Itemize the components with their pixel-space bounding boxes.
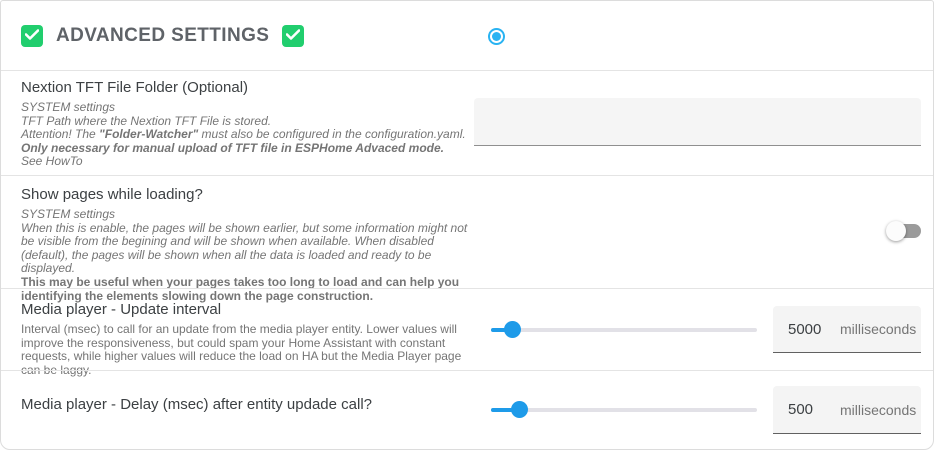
- section-show-pages: [1, 175, 933, 303]
- desc-line: Attention! The "Folder-Watcher" must also be configured in the configuration.yaml.: [21, 127, 466, 142]
- slider-track: [491, 328, 757, 332]
- unit-label: milliseconds: [840, 321, 917, 337]
- delay-value-box: [773, 386, 921, 434]
- selected-radio-button[interactable]: [488, 28, 505, 45]
- advanced-settings-checkbox-left[interactable]: [21, 25, 43, 47]
- update-interval-value-input[interactable]: [788, 321, 840, 338]
- unit-label: milliseconds: [840, 401, 917, 418]
- checkmark-icon: [25, 27, 39, 45]
- delay-slider[interactable]: [474, 371, 773, 448]
- section-text: [21, 396, 473, 413]
- setting-description: [21, 101, 481, 169]
- section-text: [21, 301, 466, 377]
- section-update-interval: [1, 288, 933, 377]
- delay-value-input[interactable]: [788, 401, 840, 418]
- section-delay: [1, 370, 933, 448]
- see-howto-link[interactable]: See HowTo: [21, 154, 83, 169]
- show-pages-toggle[interactable]: [884, 220, 922, 242]
- slider-track: [491, 408, 757, 412]
- setting-title-update-interval: Media player - Update interval: [21, 301, 222, 318]
- desc-line: This may be useful when your pages takes too long to load and can help you identifying the elements slowing down the page construction.: [21, 274, 460, 303]
- slider-knob[interactable]: [511, 401, 528, 418]
- desc-line: TFT Path where the Nextion TFT File is stored.: [21, 113, 272, 128]
- setting-title-delay: Media player - Delay (msec) after entity updade call?: [21, 396, 372, 413]
- section-text: [21, 186, 473, 303]
- tft-folder-input[interactable]: [474, 98, 921, 146]
- section-tft-folder: [1, 70, 933, 175]
- advanced-settings-checkbox-right[interactable]: [282, 25, 304, 47]
- slider-knob[interactable]: [504, 321, 521, 338]
- header: [1, 1, 933, 70]
- desc-line: SYSTEM settings: [21, 100, 116, 114]
- setting-title-show-pages: Show pages while loading?: [21, 186, 203, 203]
- section-text: [21, 79, 481, 169]
- desc-line: Only necessary for manual upload of TFT file in ESPHome Advaced mode.: [21, 140, 444, 155]
- setting-description: Interval (msec) to call for an update from the media player entity. Lower values will improve the responsiveness, but could spam your Home Assistant with constant requests, while higher values will reduce the load on HA but the Media Player page can be laggy.: [21, 322, 462, 377]
- update-interval-slider[interactable]: [474, 289, 773, 370]
- checkmark-icon: [286, 27, 300, 45]
- radio-dot: [492, 32, 501, 41]
- setting-title-tft-folder: Nextion TFT File Folder (Optional): [21, 79, 249, 96]
- page-title: ADVANCED SETTINGS: [56, 24, 270, 46]
- desc-line: When this is enable, the pages will be shown earlier, but some information might not be visible from the begining and will be shown when available. When disabled (default), the pages will be shown when all the data is loaded and ready to be displayed.: [21, 220, 468, 276]
- desc-line: SYSTEM settings: [21, 207, 116, 221]
- update-interval-value-box: [773, 306, 921, 353]
- toggle-knob: [886, 221, 906, 241]
